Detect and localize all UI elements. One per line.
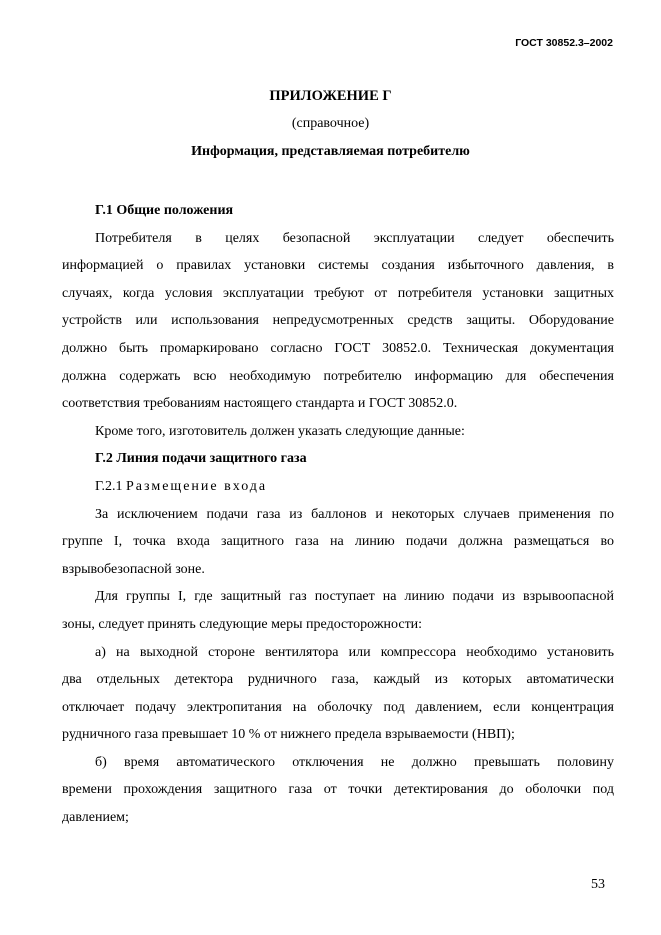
list-item-a [62,639,614,749]
section-heading-g2: Г.2 Линия подачи защитного газа [95,451,307,467]
document-header: ГОСТ 30852.3–2002 [515,37,613,49]
paragraph [62,501,614,584]
paragraph [62,225,614,418]
document-body [62,197,614,832]
list-item-b [62,749,614,832]
appendix-heading: Информация, представляемая потребителю [191,144,470,159]
text-line: группе I, точка входа защитного газа на линию подачи должна размещаться во [62,534,614,550]
text-line: информацией о правилах установки системы создания избыточного давления, в [62,258,614,274]
text-line: б) время автоматического отключения не должно превышать половину [95,754,614,770]
text-line: случаях, когда условия эксплуатации требуют от потребителя установки защитных [62,285,614,301]
text-line: взрывобезопасной зоне. [62,561,205,577]
section-heading-g1: Г.1 Общие положения [95,203,234,218]
text-line: Для группы I, где защитный газ поступает на линию подачи из взрывоопасной [95,589,614,605]
text-line: За исключением подачи газа из баллонов и некоторых случаев применения по [95,506,614,522]
appendix-title: ПРИЛОЖЕНИЕ Г [269,88,392,104]
text-line: а) на выходной стороне вентилятора или компрессора необходимо установить [95,644,614,660]
text-line: Потребителя в целях безопасной эксплуатации следует обеспечить [95,230,614,246]
text-line: времени прохождения защитного газа от точки детектирования до оболочки под [62,782,614,798]
text-line: соответствия требованиям настоящего стандарта и ГОСТ 30852.0. [62,396,458,412]
paragraph [62,583,614,638]
subsection-heading-g21 [62,473,614,501]
subsection-number: Г.2.1 [95,478,123,494]
paragraph: Кроме того, изготовитель должен указать следующие данные: [95,423,465,439]
text-line: зоны, следует принять следующие меры предосторожности: [62,616,423,632]
text-line: рудничного газа превышает 10 % от нижнего предела взрываемости (НВП); [62,727,515,743]
page-number: 53 [591,877,605,892]
text-line: устройств или использования непредусмотренных средств защиты. Оборудование [62,313,614,329]
appendix-subtitle: (справочное) [291,116,370,131]
text-line: давлением; [62,810,129,826]
text-line: должна содержать всю необходимую потребителю информацию для обеспечения [62,368,614,384]
text-line: два отдельных детектора рудничного газа, каждый из которых автоматически [62,672,614,688]
subsection-title: Размещение входа [126,478,268,494]
text-line: отключает подачу электропитания на оболочку под давлением, если концентрация [62,699,614,715]
text-line: должно быть промаркировано согласно ГОСТ 30852.0. Техническая документация [62,340,614,356]
